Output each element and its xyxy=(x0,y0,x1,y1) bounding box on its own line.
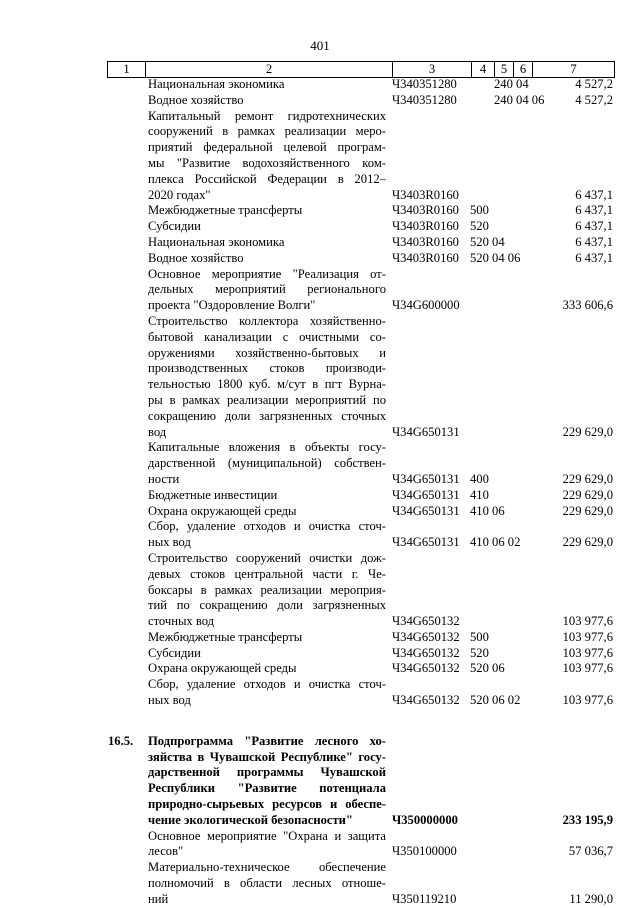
table-row xyxy=(0,519,640,551)
row-name xyxy=(148,646,386,662)
row-code: Ч3403R0160 xyxy=(392,203,459,218)
row-name-line: Строительство сооружений очистки дож- xyxy=(148,550,386,565)
row-sum: 4 527,2 xyxy=(575,92,613,107)
row-name-line: Национальная экономика xyxy=(148,77,285,91)
row-name-line: ний xyxy=(148,891,169,906)
row-name-line: полномочий в области лесных отноше- xyxy=(148,876,386,891)
row-sum: 103 977,6 xyxy=(562,614,613,629)
row-name xyxy=(148,440,386,487)
row-name-line: Республики "Развитие потенциала xyxy=(148,781,386,796)
row-vr: 520 xyxy=(470,219,489,234)
row-number: 16.5. xyxy=(108,733,134,748)
table-row xyxy=(0,734,640,829)
row-name xyxy=(148,109,386,204)
row-vr: 520 xyxy=(470,645,489,660)
header-col-4: 4 xyxy=(471,62,494,77)
row-name-line: Водное хозяйство xyxy=(148,250,244,265)
row-name xyxy=(148,551,386,630)
row-sum: 11 290,0 xyxy=(569,891,613,906)
row-code: Ч34G650131 xyxy=(392,503,460,518)
row-name xyxy=(148,203,386,219)
table-row xyxy=(0,251,640,267)
row-name-line: 2020 годах" xyxy=(148,187,211,202)
row-vr: 520 06 02 xyxy=(470,693,521,708)
row-name xyxy=(148,829,386,861)
row-vr: 520 04 xyxy=(470,234,505,249)
table-row xyxy=(0,440,640,487)
row-name-line: производственных стоков производи- xyxy=(148,361,386,376)
row-vr: 500 xyxy=(470,629,489,644)
table-header xyxy=(107,61,615,78)
row-name-line: ры в рамках реализации мероприятий по xyxy=(148,392,386,407)
row-name-line: лесов" xyxy=(148,844,184,859)
row-name xyxy=(148,77,386,93)
row-name-line: Межбюджетные трансферты xyxy=(148,203,303,218)
row-code: Ч34G650132 xyxy=(392,661,460,676)
row-name-line: ных вод xyxy=(148,693,191,708)
row-name xyxy=(148,630,386,646)
row-code: Ч34G650131 xyxy=(392,535,460,550)
row-name-line: проекта "Оздоровление Волги" xyxy=(148,298,316,313)
table-row xyxy=(0,829,640,861)
header-col-1: 1 xyxy=(107,62,145,77)
row-name-line: природно-сырьевых ресурсов и обеспе- xyxy=(148,797,386,812)
row-name-line: ных вод xyxy=(148,535,191,550)
row-sum: 103 977,6 xyxy=(562,629,613,644)
row-name-line: плекса Российской Федерации в 2012– xyxy=(148,171,386,186)
table-row xyxy=(0,314,640,440)
row-name-line: тельностью 1800 куб. м/сут в пгт Вурна- xyxy=(148,377,386,392)
row-name xyxy=(148,235,386,251)
table-row xyxy=(0,677,640,709)
row-name-line: девых стоков центральной части г. Че- xyxy=(148,566,386,581)
table-row xyxy=(0,203,640,219)
row-name xyxy=(148,93,386,109)
row-code: Ч3403R0160 xyxy=(392,250,459,265)
row-name-line: Водное хозяйство xyxy=(148,92,244,107)
row-name-line: тий по сокращению доли загрязненных xyxy=(148,598,386,613)
row-name-line: Охрана окружающей среды xyxy=(148,661,297,676)
row-name-line: Основное мероприятие "Охрана и защита xyxy=(148,828,386,843)
row-vr: 520 06 xyxy=(470,661,505,676)
row-name-line: дарственной (муниципальной) собствен- xyxy=(148,456,386,471)
header-col-5: 5 xyxy=(494,62,513,77)
row-name-line: приятий федеральной целевой програм- xyxy=(148,140,386,155)
table-body xyxy=(0,77,640,908)
row-code: Ч34G650131 xyxy=(392,471,460,486)
row-code: Ч3403R0160 xyxy=(392,187,459,202)
header-col-3: 3 xyxy=(392,62,471,77)
table-row xyxy=(0,93,640,109)
row-code: Ч34G650132 xyxy=(392,629,460,644)
row-name-line: Строительство коллектора хозяйственно- xyxy=(148,313,386,328)
header-col-7: 7 xyxy=(532,62,615,77)
row-sum: 6 437,1 xyxy=(575,234,613,249)
table-row xyxy=(0,109,640,204)
row-name xyxy=(148,219,386,235)
row-code: Ч350000000 xyxy=(392,812,458,827)
table-row xyxy=(0,661,640,677)
row-sum: 229 629,0 xyxy=(562,471,613,486)
row-rz: 240 04 xyxy=(494,77,529,91)
row-sum: 333 606,6 xyxy=(562,298,613,313)
header-col-6: 6 xyxy=(513,62,532,77)
row-code: Ч350119210 xyxy=(392,891,457,906)
row-name-line: Основное мероприятие "Реализация от- xyxy=(148,266,386,281)
header-col-2: 2 xyxy=(145,62,392,77)
table-row xyxy=(0,860,640,907)
row-name-line: бытовой канализации с очистными со- xyxy=(148,329,386,344)
row-code: Ч34G650132 xyxy=(392,693,460,708)
row-code: Ч34G650132 xyxy=(392,614,460,629)
row-sum: 233 195,9 xyxy=(562,812,613,827)
table-row xyxy=(0,267,640,314)
row-name-line: дарственной программы Чувашской xyxy=(148,765,386,780)
row-name-line: сооружений в рамках реализации меро- xyxy=(148,124,386,139)
row-sum: 103 977,6 xyxy=(562,661,613,676)
row-name-line: Сбор, удаление отходов и очистка сточ- xyxy=(148,677,386,692)
table-row xyxy=(0,219,640,235)
row-name-line: боксары в рамках реализации мероприя- xyxy=(148,582,386,597)
row-name-line: Национальная экономика xyxy=(148,234,285,249)
row-sum: 6 437,1 xyxy=(575,219,613,234)
row-sum: 103 977,6 xyxy=(562,693,613,708)
row-name-line: дельных мероприятий регионального xyxy=(148,282,386,297)
table-row xyxy=(0,235,640,251)
row-sum: 4 527,2 xyxy=(575,77,613,91)
row-name xyxy=(148,504,386,520)
row-name-line: вод xyxy=(148,424,167,439)
row-name-line: оружениями хозяйственно-бытовых и xyxy=(148,345,386,360)
row-name-line: Охрана окружающей среды xyxy=(148,503,297,518)
row-sum: 103 977,6 xyxy=(562,645,613,660)
row-name-line: зяйства в Чувашской Республике" госу- xyxy=(148,749,386,764)
row-vr: 400 xyxy=(470,471,489,486)
row-sum: 229 629,0 xyxy=(562,503,613,518)
row-code: Ч350100000 xyxy=(392,844,457,859)
row-vr: 410 06 02 xyxy=(470,535,521,550)
table-row xyxy=(0,77,640,93)
row-sum: 6 437,1 xyxy=(575,250,613,265)
row-sum: 6 437,1 xyxy=(575,203,613,218)
row-vr: 520 04 06 xyxy=(470,250,521,265)
row-code: Ч34G650131 xyxy=(392,487,460,502)
row-sum: 229 629,0 xyxy=(562,424,613,439)
row-name xyxy=(148,267,386,314)
row-name xyxy=(148,734,386,829)
page-number: 401 xyxy=(310,38,330,53)
row-code: Ч3403R0160 xyxy=(392,234,459,249)
row-name-line: Капитальные вложения в объекты госу- xyxy=(148,440,386,455)
row-vr: 410 06 xyxy=(470,503,505,518)
row-name xyxy=(148,860,386,907)
table-row xyxy=(0,504,640,520)
row-sum: 229 629,0 xyxy=(562,487,613,502)
row-rz: 240 04 06 xyxy=(494,92,545,107)
row-name xyxy=(148,314,386,440)
row-name xyxy=(148,661,386,677)
row-name xyxy=(148,488,386,504)
row-name-line: Межбюджетные трансферты xyxy=(148,629,303,644)
row-name xyxy=(148,519,386,551)
row-sum: 57 036,7 xyxy=(568,844,613,859)
row-name xyxy=(148,677,386,709)
row-vr: 410 xyxy=(470,487,489,502)
row-code: Ч3403R0160 xyxy=(392,219,459,234)
row-name-line: чение экологической безопасности" xyxy=(148,812,353,827)
row-code: Ч340351280 xyxy=(392,77,457,91)
row-code: Ч34G650131 xyxy=(392,424,460,439)
table-row xyxy=(0,646,640,662)
table-row xyxy=(0,630,640,646)
row-name-line: сокращению доли загрязненных сточных xyxy=(148,408,386,423)
row-vr: 500 xyxy=(470,203,489,218)
row-name-line: сточных вод xyxy=(148,614,215,629)
row-name-line: мы "Развитие водохозяйственного ком- xyxy=(148,155,386,170)
row-sum: 229 629,0 xyxy=(562,535,613,550)
row-sum: 6 437,1 xyxy=(575,187,613,202)
row-name-line: Субсидии xyxy=(148,219,201,234)
row-name xyxy=(148,251,386,267)
row-name-line: Материально-техническое обеспечение xyxy=(148,860,386,875)
row-name-line: ности xyxy=(148,471,180,486)
row-name-line: Субсидии xyxy=(148,645,201,660)
row-name-line: Сбор, удаление отходов и очистка сточ- xyxy=(148,519,386,534)
row-name-line: Подпрограмма "Развитие лесного хо- xyxy=(148,733,386,748)
table-row xyxy=(0,551,640,630)
row-name-line: Капитальный ремонт гидротехнических xyxy=(148,108,386,123)
row-code: Ч34G600000 xyxy=(392,298,460,313)
row-name-line: Бюджетные инвестиции xyxy=(148,487,278,502)
row-code: Ч34G650132 xyxy=(392,645,460,660)
table-row xyxy=(0,488,640,504)
row-code: Ч340351280 xyxy=(392,92,457,107)
